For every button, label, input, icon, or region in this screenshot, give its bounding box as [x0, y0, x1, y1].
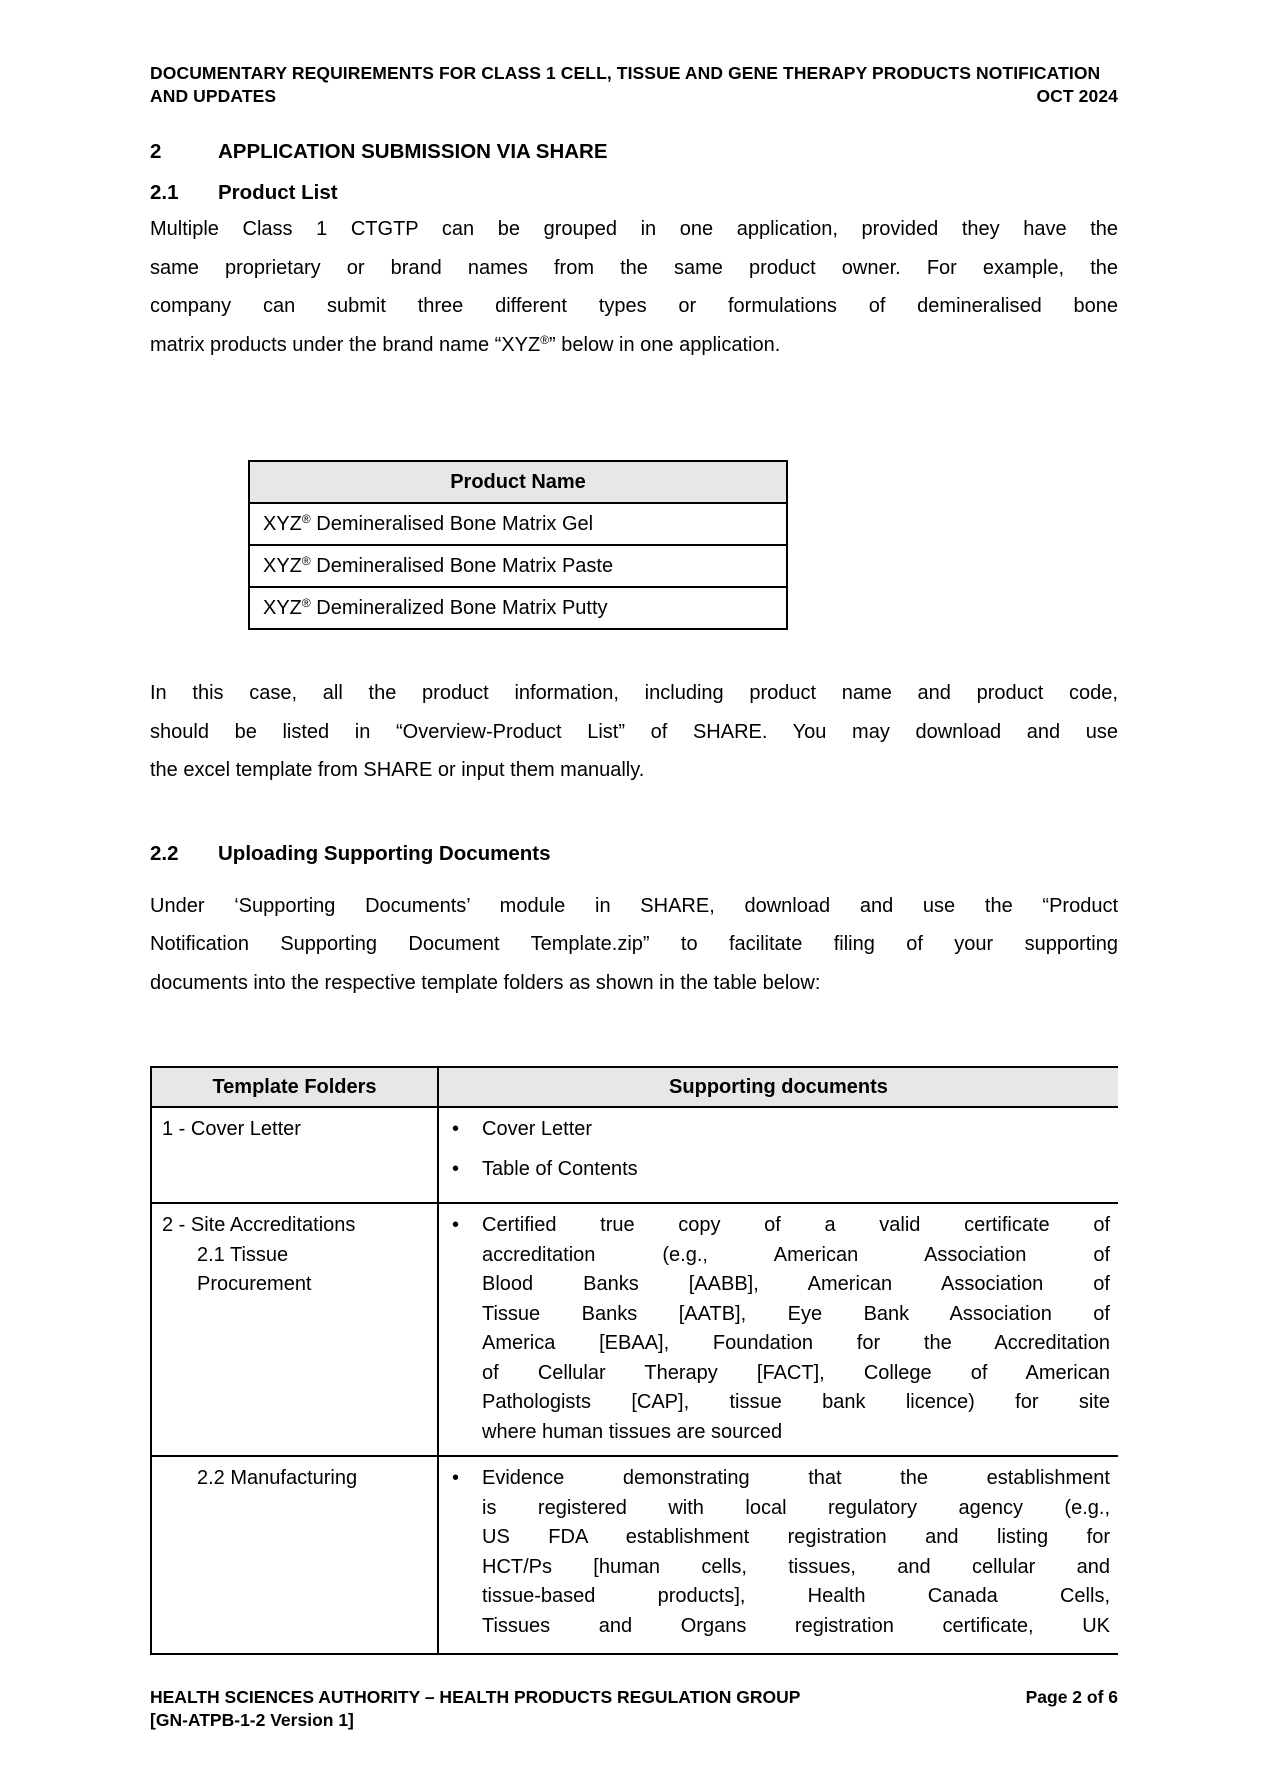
documents-cell	[438, 1203, 1118, 1456]
supporting-docs-table	[150, 1066, 1118, 1655]
bullet-text: Table of Contents	[482, 1157, 638, 1180]
bullet-marker: •	[452, 1214, 460, 1236]
footer-org: HEALTH SCIENCES AUTHORITY – HEALTH PRODUCTS REGULATION GROUP	[150, 1687, 801, 1707]
paragraph-line: company can submit three different types or formulations of demineralised bone	[150, 295, 1118, 317]
bullet-text-line: America [EBAA], Foundation for the Accreditation	[482, 1332, 1110, 1354]
bullet-list-item	[449, 1464, 1110, 1641]
section-2-1-number: 2.1	[150, 181, 179, 204]
header-title-line2: AND UPDATES	[150, 86, 277, 106]
folder-cell: 2 - Site Accreditations 2.1 Tissue Procurement	[151, 1203, 438, 1456]
bullet-text-line: of Cellular Therapy [FACT], College of American	[482, 1361, 1110, 1384]
paragraph-line: matrix products under the brand name “XYZ®” below in one application.	[150, 332, 781, 356]
bullet-text-line: US FDA establishment registration and listing for	[482, 1526, 1110, 1548]
product-row: XYZ® Demineralised Bone Matrix Paste	[249, 545, 787, 587]
bullet-list-item	[449, 1115, 1110, 1145]
documents-cell	[438, 1107, 1118, 1203]
header-title-line1: DOCUMENTARY REQUIREMENTS FOR CLASS 1 CELL, TISSUE AND GENE THERAPY PRODUCTS NOTIFICATION	[150, 63, 1101, 83]
folder-cell: 1 - Cover Letter	[151, 1107, 438, 1203]
bullet-text-line: Certified true copy of a valid certificate of	[482, 1214, 1110, 1236]
registered-trademark-symbol: ®	[301, 511, 311, 526]
table-row-manufacturing	[151, 1456, 1118, 1655]
product-table-header: Product Name	[249, 461, 787, 503]
product-row: XYZ® Demineralized Bone Matrix Putty	[249, 587, 787, 629]
folder-cell: 2.2 Manufacturing	[151, 1456, 438, 1655]
section-2-title: APPLICATION SUBMISSION VIA SHARE	[218, 140, 608, 163]
bullet-marker: •	[452, 1467, 460, 1489]
product-table	[248, 460, 788, 630]
documents-cell	[438, 1456, 1118, 1655]
bullet-text-line: where human tissues are sourced	[482, 1420, 783, 1443]
table-row-site-accreditations	[151, 1203, 1118, 1456]
section-2-2-heading	[150, 840, 1118, 867]
bullet-text-line: tissue-based products], Health Canada Cells,	[482, 1585, 1110, 1607]
bullet-text-line: accreditation (e.g., American Association of	[482, 1243, 1110, 1266]
template-folders-header-cell: Template Folders	[151, 1067, 438, 1107]
footer-page-number: Page 2 of 6	[1025, 1687, 1118, 1707]
registered-trademark-symbol: ®	[540, 332, 550, 347]
bullet-text-line: Pathologists [CAP], tissue bank licence) for site	[482, 1391, 1110, 1413]
section-2-number: 2	[150, 140, 162, 163]
section-2-1-title: Product List	[218, 181, 338, 204]
bullet-list-item	[449, 1155, 1110, 1185]
supporting-docs-table-wrap	[150, 1066, 1118, 1655]
section-2-2-title: Uploading Supporting Documents	[218, 841, 551, 865]
bullet-text-line: Blood Banks [AABB], American Association of	[482, 1273, 1110, 1295]
section-2-heading	[150, 138, 1118, 165]
paragraph-line: the excel template from SHARE or input them manually.	[150, 759, 645, 781]
supporting-documents-header-cell: Supporting documents	[438, 1067, 1118, 1107]
bullet-text-line: HCT/Ps [human cells, tissues, and cellular and	[482, 1555, 1110, 1578]
paragraph-product-list	[150, 210, 1118, 366]
bullet-text-line: Evidence demonstrating that the establishment	[482, 1467, 1110, 1489]
page-header	[150, 0, 1118, 108]
paragraph-line: documents into the respective template folders as shown in the table below:	[150, 971, 821, 994]
paragraph-line: Under ‘Supporting Documents’ module in SHARE, download and use the “Product	[150, 894, 1118, 917]
bullet-text-line: Tissues and Organs registration certificate, UK	[482, 1614, 1110, 1637]
registered-trademark-symbol: ®	[301, 595, 311, 610]
section-2-2-number: 2.2	[150, 841, 179, 865]
paragraph-line: Notification Supporting Document Template.zip” to facilitate filing of your supporting	[150, 933, 1118, 955]
product-row: XYZ® Demineralised Bone Matrix Gel	[249, 503, 787, 545]
paragraph-line: same proprietary or brand names from the same product owner. For example, the	[150, 256, 1118, 279]
paragraph-line: should be listed in “Overview-Product List” of SHARE. You may download and use	[150, 720, 1118, 743]
section-2-1-heading	[150, 179, 1118, 206]
paragraph-in-this-case	[150, 674, 1118, 790]
bullet-marker: •	[452, 1118, 460, 1140]
header-date: OCT 2024	[1036, 86, 1118, 106]
bullet-text: Cover Letter	[482, 1118, 593, 1140]
footer-version: [GN-ATPB-1-2 Version 1]	[150, 1710, 354, 1730]
table-row-cover-letter	[151, 1107, 1118, 1203]
bullet-marker: •	[452, 1157, 460, 1180]
bullet-text-line: is registered with local regulatory agency (e.g.,	[482, 1496, 1110, 1519]
page-footer	[150, 1686, 1118, 1732]
bullet-text-line: Tissue Banks [AATB], Eye Bank Association of	[482, 1302, 1110, 1325]
paragraph-line: In this case, all the product information, including product name and product code,	[150, 682, 1118, 704]
paragraph-line: Multiple Class 1 CTGTP can be grouped in one application, provided they have the	[150, 218, 1118, 240]
bullet-list-item	[449, 1211, 1110, 1447]
paragraph-supporting-docs	[150, 887, 1118, 1003]
registered-trademark-symbol: ®	[301, 553, 311, 568]
